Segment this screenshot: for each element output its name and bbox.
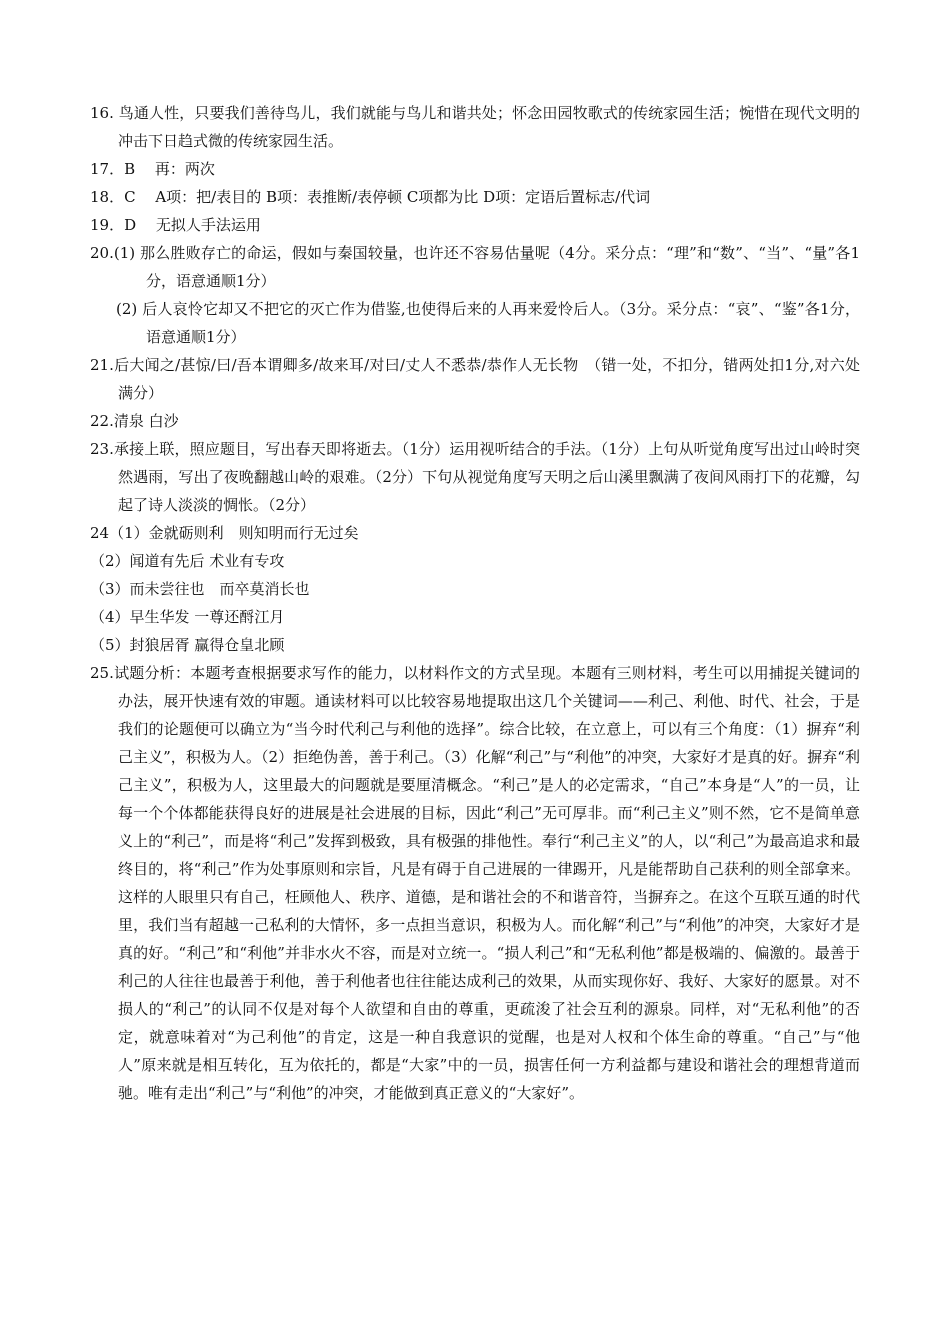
answer-24-line: 24（1）金就砺则利 则知明而行无过矣	[90, 524, 359, 542]
answer-22: 22.清泉 白沙	[90, 412, 179, 430]
answer-18: 18．C A项：把/表目的 B项：表推断/表停顿 C项都为比 D项：定语后置标志/代词	[90, 188, 651, 206]
answer-24-line: （4）早生华发 一尊还酹江月	[90, 608, 285, 626]
answer-23: 23.承接上联，照应题目，写出春天即将逝去。（1分）运用视听结合的手法。（1分）上句从听觉角度写出过山岭时突然遇雨，写出了夜晚翻越山岭的艰难。（2分）下句从视觉角度写天明之后山溪里飘满了夜间风雨打下的花瓣，勾起了诗人淡淡的惆怅。（2分）	[90, 440, 860, 514]
answer-24-line: （5）封狼居胥 赢得仓皇北顾	[90, 636, 285, 654]
answer-17: 17．B 再：两次	[90, 160, 215, 178]
answer-25: 25.试题分析：本题考查根据要求写作的能力，以材料作文的方式呈现。本题有三则材料，考生可以用捕捉关键词的办法，展开快速有效的审题。通读材料可以比较容易地提取出这几个关键词——利己、利他、时代、社会，于是我们的论题便可以确立为“当今时代利己与利他的选择”。综合比较，在立意上，可以有三个角度：（1）摒弃“利己主义”，积极为人。（2）拒绝伪善，善于利己。（3）化解“利己”与“利他”的冲突，大家好才是真的好。摒弃“利己主义”，积极为人，这里最大的问题就是要厘清概念。“利己”是人的必定需求，“自己”本身是“人”的一员，让每一个个体都能获得良好的进展是社会进展的目标，因此“利己”无可厚非。而“利己主义”则不然，它不是简单意义上的“利己”，而是将“利己”发挥到极致，具有极强的排他性。奉行“利己主义”的人，以“利己”为最高追求和最终目的，将“利己”作为处事原则和宗旨，凡是有碍于自己进展的一律踢开，凡是能帮助自己获利的则全部拿来。这样的人眼里只有自己，枉顾他人、秩序、道德，是和谐社会的不和谐音符，当摒弃之。在这个互联互通的时代里，我们当有超越一己私利的大情怀，多一点担当意识，积极为人。而化解“利己”与“利他”的冲突，大家好才是真的好。“利己”和“利他”并非水火不容，而是对立统一。“损人利己”和“无私利他”都是极端的、偏激的。最善于利己的人往往也最善于利他，善于利他者也往往能达成利己的效果，从而实现你好、我好、大家好的愿景。对不损人的“利己”的认同不仅是对每个人欲望和自由的尊重，更疏浚了社会互利的源泉。同样，对“无私利他”的否定，就意味着对“为己利他”的肯定，这是一种自我意识的觉醒，也是对人权和个体生命的尊重。“自己”与“他人”原来就是相互转化，互为依托的，都是“大家”中的一员，损害任何一方利益都与建设和谐社会的理想背道而驰。唯有走出“利己”与“利他”的冲突，才能做到真正意义的“大家好”。	[90, 664, 860, 1102]
answer-24-line: （3）而未尝往也 而卒莫消长也	[90, 580, 310, 598]
answer-20-2: (2) 后人哀怜它却又不把它的灭亡作为借鉴,也使得后来的人再来爱怜后人。（3分。采分点：“哀”、“鉴”各1分，语意通顺1分）	[116, 300, 860, 346]
answer-19: 19．D 无拟人手法运用	[90, 216, 261, 234]
answer-20-1: 20.(1) 那么胜败存亡的命运，假如与秦国较量，也许还不容易估量呢（4分。采分点：“理”和“数”、“当”、“量”各1分，语意通顺1分）	[90, 244, 860, 290]
answer-16: 16. 鸟通人性，只要我们善待鸟儿，我们就能与鸟儿和谐共处；怀念田园牧歌式的传统家园生活；惋惜在现代文明的冲击下日趋式微的传统家园生活。	[90, 104, 860, 150]
answer-24-line: （2）闻道有先后 术业有专攻	[90, 552, 285, 570]
answer-21: 21.后大闻之/甚惊/曰/吾本谓卿多/故来耳/对曰/丈人不悉恭/恭作人无长物 （错一处，不扣分，错两处扣1分,对六处满分）	[90, 356, 860, 402]
answer-key	[90, 99, 860, 1107]
